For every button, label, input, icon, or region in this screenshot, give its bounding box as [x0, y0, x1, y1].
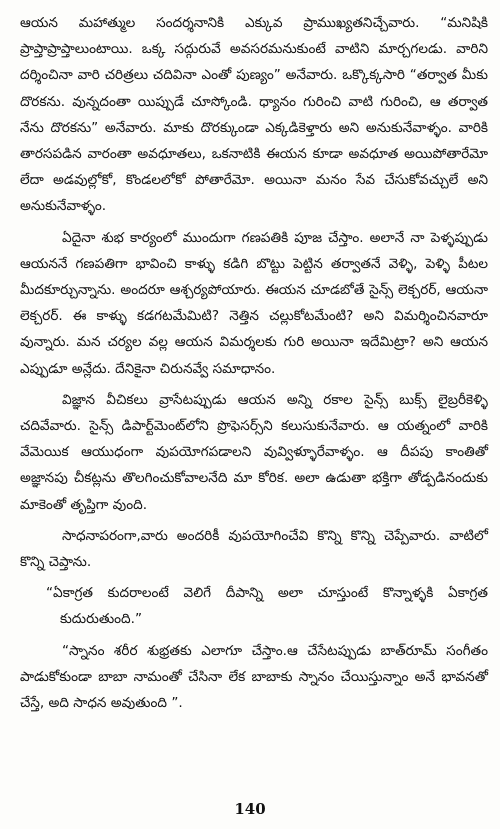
- paragraph-sadhana-intro: సాధనాపరంగా,వారు అందరికీ వుపయోగించేవి కొన్ని కొన్ని చెప్పేవారు. వాటిలో కొన్ని చెప్తాను.: [20, 527, 488, 571]
- page-number: 140: [234, 800, 266, 818]
- paragraph-vignana-veechikalu: విజ్ఞాన వీచికలు వ్రాసేటప్పుడు ఆయన అన్ని రకాల సైన్స్ బుక్స్ లైబ్రరీకెళ్ళి చదివేవారు. సైన్స్ డిపార్ట్‌మెంట్‌లోని ప్రొఫెసర్స్‌ని కలుసుకునేవారు. ఆ యత్నంలో వారికి వేమెయిక ఆయుధంగా వుపయోగపడాలని వువ్విళ్ళూరేవాళ్ళం. ఆ దీపపు కాంతితో అజ్ఞానపు చీకట్లను తొలగించుకోవాలనేది మా కోరిక. అలా ఉడుతా భక్తిగా తోడ్పడినందుకు మాకెంతో తృప్తిగా వుంది.: [20, 391, 488, 513]
- quote-snanam: “స్నానం శరీర శుభ్రతకు ఎలాగూ చేస్తాం.ఆ చేసేటప్పుడు బాత్‌రూమ్ సంగీతం పాడుకోకుండా బాబా నామంతో చేసినా లేక బాబాకు స్నానం చేయిస్తున్నాం అనే భావనతో చేస్తే, అది సాధన అవుతుంది ”.: [20, 642, 488, 712]
- paragraph-mahatmas: ఆయన మహాత్ముల సందర్శనానికి ఎక్కువ ప్రాముఖ్యతనిచ్చేవారు. “మనిషికి ప్రాప్తాప్రాప్తాలుంటాయి. ఒక్క సద్గురువే అవసరమనుకుంటే వాటిని మార్చగలడు. వారిని దర్శించినా వారి చరిత్రలు చదివినా ఎంతో పుణ్యం” అనేవారు. ఒక్కొక్కసారి “తర్వాత మీకు దొరకను. వున్నదంతా యిప్పుడే చూస్కోండి. ధ్యానం గురించి వాటి గురించి, ఆ తర్వాత నేను దొరకను” అనేవారు. మాకు దొరక్కుండా ఎక్కడికెళ్తారు అని అనుకునేవాళ్ళం. వారికి తారసపడిన వారంతా అవధూతలు, ఒకనాటికి ఈయన కూడా అవధూత అయిపోతారేమో లేదా అడవుల్లోకో, కొండలలోకో పోతారేమో. అయినా మనం సేవ చేసుకోవచ్చులే అని అనుకునేవాళ్ళం.: [20, 15, 488, 215]
- quote-ekagrata: “ఏకాగ్రత కుదరాలంటే వెలిగే దీపాన్ని అలా చూస్తుంటే కొన్నాళ్ళకి ఏకాగ్రత కుదురుతుంది.”: [46, 585, 488, 628]
- paragraph-ganapati: ఏదైనా శుభ కార్యంలో ముందుగా గణపతికి పూజ చేస్తాం. అలానే నా పెళ్ళప్పుడు ఆయననే గణపతిగా భావించి కాళ్ళు కడిగి బొట్టు పెట్టిన తర్వాతనే వెళ్ళి, పెళ్ళి పీటల మీదకూర్చున్నాను. అందరూ ఆశ్చర్యపోయారు. ఈయన చూడబోతే సైన్స్ లెక్చరర్, ఆయనా లెక్చరర్. ఈ కాళ్ళు కడగటమేమిటి? నెత్తిన చల్లుకోటమేంటి? అని విమర్శించినవారూ వున్నారు. మన చర్యల వల్ల ఆయన విమర్శలకు గురి అయినా ఇదేమిట్రా? అని ఆయన ఎప్పుడూ అన్లేదు. దేనికైనా చిరునవ్వే సమాధానం.: [20, 229, 488, 377]
